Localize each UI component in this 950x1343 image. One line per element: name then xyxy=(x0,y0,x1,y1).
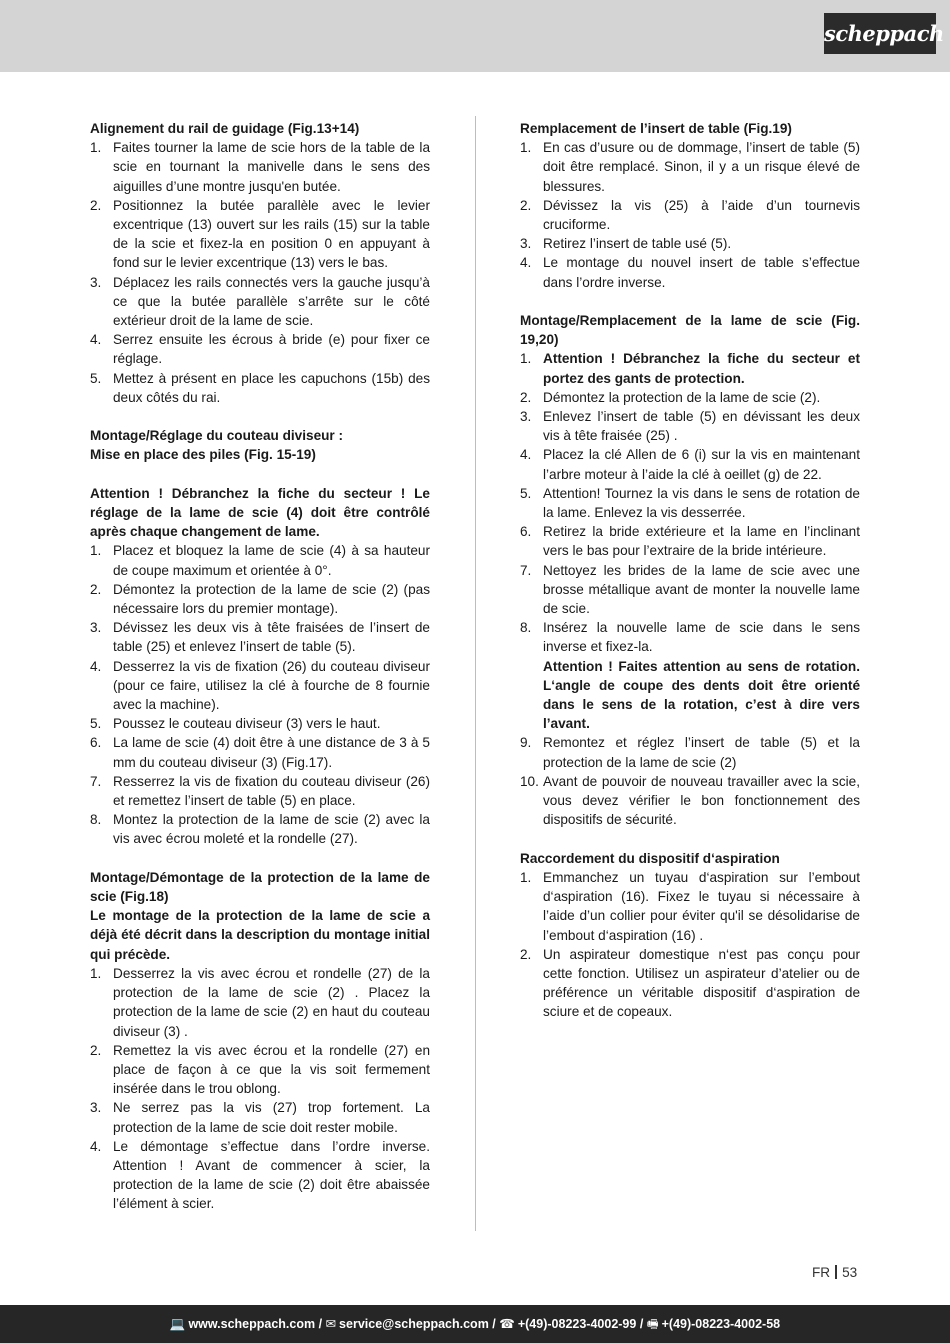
list-item: 4. Desserrez la vis de fixation (26) du couteau diviseur (pour ce faire, utilisez la clé à fourche de 8 fournie avec la machine). xyxy=(90,658,430,713)
email-link[interactable]: service@scheppach.com xyxy=(339,1317,489,1331)
section-heading: Montage/Remplacement de la lame de scie (Fig. 19,20) xyxy=(520,313,860,348)
list-item: 5. Poussez le couteau diviseur (3) vers le haut. xyxy=(90,716,381,732)
instruction-list xyxy=(520,138,860,292)
section-table-insert xyxy=(520,119,860,292)
list-item: 3. Enlevez l’insert de table (5) en dévissant les deux vis à tête fraisée (25) . xyxy=(520,409,860,444)
list-item: 4. Le montage du nouvel insert de table s’effectue dans l’ordre inverse. xyxy=(520,255,860,290)
list-item: 1. Faites tourner la lame de scie hors de la table de la scie en tournant la manivelle dans le sens des aiguilles d’une montre jusqu'en butée. xyxy=(90,140,430,194)
left-column xyxy=(90,119,430,1233)
section-dust-extraction xyxy=(520,849,860,1022)
section-riving-knife-heading xyxy=(90,426,430,464)
list-item: 3. Ne serrez pas la vis (27) trop fortement. La protection de la lame de scie doit rester mobile. xyxy=(90,1100,430,1135)
section-blade-guard xyxy=(90,868,430,1214)
instruction-list xyxy=(90,541,430,848)
language-code: FR xyxy=(812,1265,831,1280)
list-item: 2. Positionnez la butée parallèle avec le levier excentrique (13) ouvert sur les rails (15) sur la table de la scie et fixez-la en position 0 en appuyant à fond sur le levier excentrique (13) vers le bas. xyxy=(90,197,430,271)
page-separator xyxy=(835,1265,837,1279)
instruction-list xyxy=(520,868,860,1022)
list-item: 2. Démontez la protection de la lame de scie (2) (pas nécessaire lors du premier montage). xyxy=(90,581,430,617)
page-number-value: 53 xyxy=(842,1265,858,1280)
section-heading: Montage/Démontage de la protection de la lame de scie (Fig.18) xyxy=(90,869,430,905)
instruction-list xyxy=(520,349,860,829)
list-item: 7. Nettoyez les brides de la lame de scie avec une brosse métallique avant de monter la nouvelle lame de scie. xyxy=(520,562,860,617)
phone-number: +(49)-08223-4002-99 xyxy=(517,1317,637,1331)
list-item: 6. Retirez la bride extérieure et la lame en l’inclinant vers le bas pour l’extraire de la bride intérieure. xyxy=(520,524,860,559)
list-item: 2. Dévissez la vis (25) à l’aide d’un tournevis cruciforme. xyxy=(520,197,860,233)
website-link[interactable]: www.scheppach.com xyxy=(188,1317,316,1331)
section-blade-replacement xyxy=(520,311,860,829)
rotation-warning: Attention ! Faites attention au sens de rotation. L‘angle de coupe des dents doit être orienté dans le sens de la rotation, c’est à dire vers l’avant. xyxy=(543,658,860,732)
list-item: 8. Montez la protection de la lame de scie (2) avec la vis avec écrou moleté et la rondelle (27). xyxy=(90,812,430,847)
list-item: 2. Remettez la vis avec écrou et la rondelle (27) en place de façon à ce que la vis soit fermement insérée dans le trou oblong. xyxy=(90,1042,430,1097)
section-subheading: Mise en place des piles (Fig. 15-19) xyxy=(90,447,316,463)
list-item: 2. Démontez la protection de la lame de scie (2). xyxy=(520,389,821,405)
section-heading: Raccordement du dispositif d‘aspiration xyxy=(520,850,780,866)
section-rail-alignment xyxy=(90,119,430,407)
warning-heading: Attention ! Débranchez la fiche du secteur ! Le réglage de la lame de scie (4) doit être contrôlé après chaque changement de lame. xyxy=(90,485,430,540)
right-column xyxy=(520,119,860,1041)
scheppach-logo: scheppach xyxy=(824,13,936,54)
list-item: 6. La lame de scie (4) doit être à une distance de 3 à 5 mm du couteau diviseur (3) (Fig.17). xyxy=(90,735,430,770)
header-bar xyxy=(0,0,950,72)
list-item: 8. Insérez la nouvelle lame de scie dans le sens inverse et fixez-la. Attention ! Faites attention au sens de rotation. L‘angle de coupe des dents doit être orienté dans le sens de la rotation, c’est à dire vers l’avant. xyxy=(520,618,860,733)
section-heading: Remplacement de l’insert de table (Fig.19) xyxy=(520,121,792,136)
computer-icon: 💻 xyxy=(169,1317,186,1331)
list-item: 7. Resserrez la vis de fixation du couteau diviseur (26) et remettez l’insert de table (5) en place. xyxy=(90,773,430,809)
section-heading: Alignement du rail de guidage (Fig.13+14) xyxy=(90,121,360,136)
list-item: 1. Emmanchez un tuyau d‘aspiration sur l’embout d‘aspiration (16). Fixez le tuyau si nécessaire à l’aide d’un collier pour éviter qu'il se désolidarise de l’embout d‘aspiration (16) . xyxy=(520,869,860,943)
section-subheading: Le montage de la protection de la lame de scie a déjà été décrit dans la description du montage initial qui précède. xyxy=(90,908,430,962)
instruction-list xyxy=(90,964,430,1214)
fax-number: +(49)-08223-4002-58 xyxy=(661,1317,781,1331)
contact-footer: 💻 www.scheppach.com / ✉ service@scheppach.com / ☎ +(49)-08223-4002-99 / 🖷 +(49)-08223-4002-58 xyxy=(0,1305,950,1343)
section-riving-knife-steps xyxy=(90,484,430,849)
list-item: 4. Placez la clé Allen de 6 (i) sur la vis en maintenant l’arbre moteur à l’aide la clé à oeillet (g) de 22. xyxy=(520,447,860,482)
list-item: 5. Mettez à présent en place les capuchons (15b) des deux côtés du rai. xyxy=(90,370,430,405)
column-divider xyxy=(475,116,476,1231)
page-number xyxy=(812,1265,857,1280)
list-item: 3. Retirez l’insert de table usé (5). xyxy=(520,236,732,252)
list-item: 9. Remontez et réglez l’insert de table (5) et la protection de la lame de scie (2) xyxy=(520,735,860,770)
mail-icon: ✉ xyxy=(325,1317,337,1331)
list-item: 10. Avant de pouvoir de nouveau travailler avec la scie, vous devez vérifier le bon fonctionnement des dispositifs de sécurité. xyxy=(520,773,860,828)
list-item: 2. Un aspirateur domestique n‘est pas conçu pour cette fonction. Utilisez un aspirateur d’atelier ou de préférence un véritable dispositif d‘aspiration de sciure et de copeaux. xyxy=(520,946,860,1020)
list-item: 4. Le démontage s’effectue dans l’ordre inverse. Attention ! Avant de commencer à scier, la protection de la lame de scie (2) doit être abaissée l’élément à scier. xyxy=(90,1138,430,1212)
list-item: 1. Desserrez la vis avec écrou et rondelle (27) de la protection de la lame de scie (2) . Placez la protection de la lame de scie (2) en haut du couteau diviseur (3) . xyxy=(90,965,430,1039)
instruction-list xyxy=(90,138,430,407)
section-heading: Montage/Réglage du couteau diviseur : xyxy=(90,428,344,444)
phone-icon: ☎ xyxy=(499,1317,515,1331)
list-item: 3. Dévissez les deux vis à tête fraisées de l’insert de table (25) et enlevez l’insert de table (5). xyxy=(90,620,430,655)
fax-icon: 🖷 xyxy=(646,1317,659,1331)
list-item: 5. Attention! Tournez la vis dans le sens de rotation de la lame. Enlevez la vis desserrée. xyxy=(520,485,860,521)
list-item: 1. Placez et bloquez la lame de scie (4) à sa hauteur de coupe maximum et orientée à 0°. xyxy=(90,543,430,578)
list-item: 4. Serrez ensuite les écrous à bride (e) pour fixer ce réglage. xyxy=(90,332,430,367)
list-item: 1. En cas d’usure ou de dommage, l’insert de table (5) doit être remplacé. Sinon, il y a un risque élevé de blessures. xyxy=(520,140,860,194)
list-item: 1. Attention ! Débranchez la fiche du secteur et portez des gants de protection. xyxy=(520,351,860,386)
list-item: 3. Déplacez les rails connectés vers la gauche jusqu’à ce que la butée parallèle s’arrête sur le côté extérieur droit de la lame de scie. xyxy=(90,274,430,329)
